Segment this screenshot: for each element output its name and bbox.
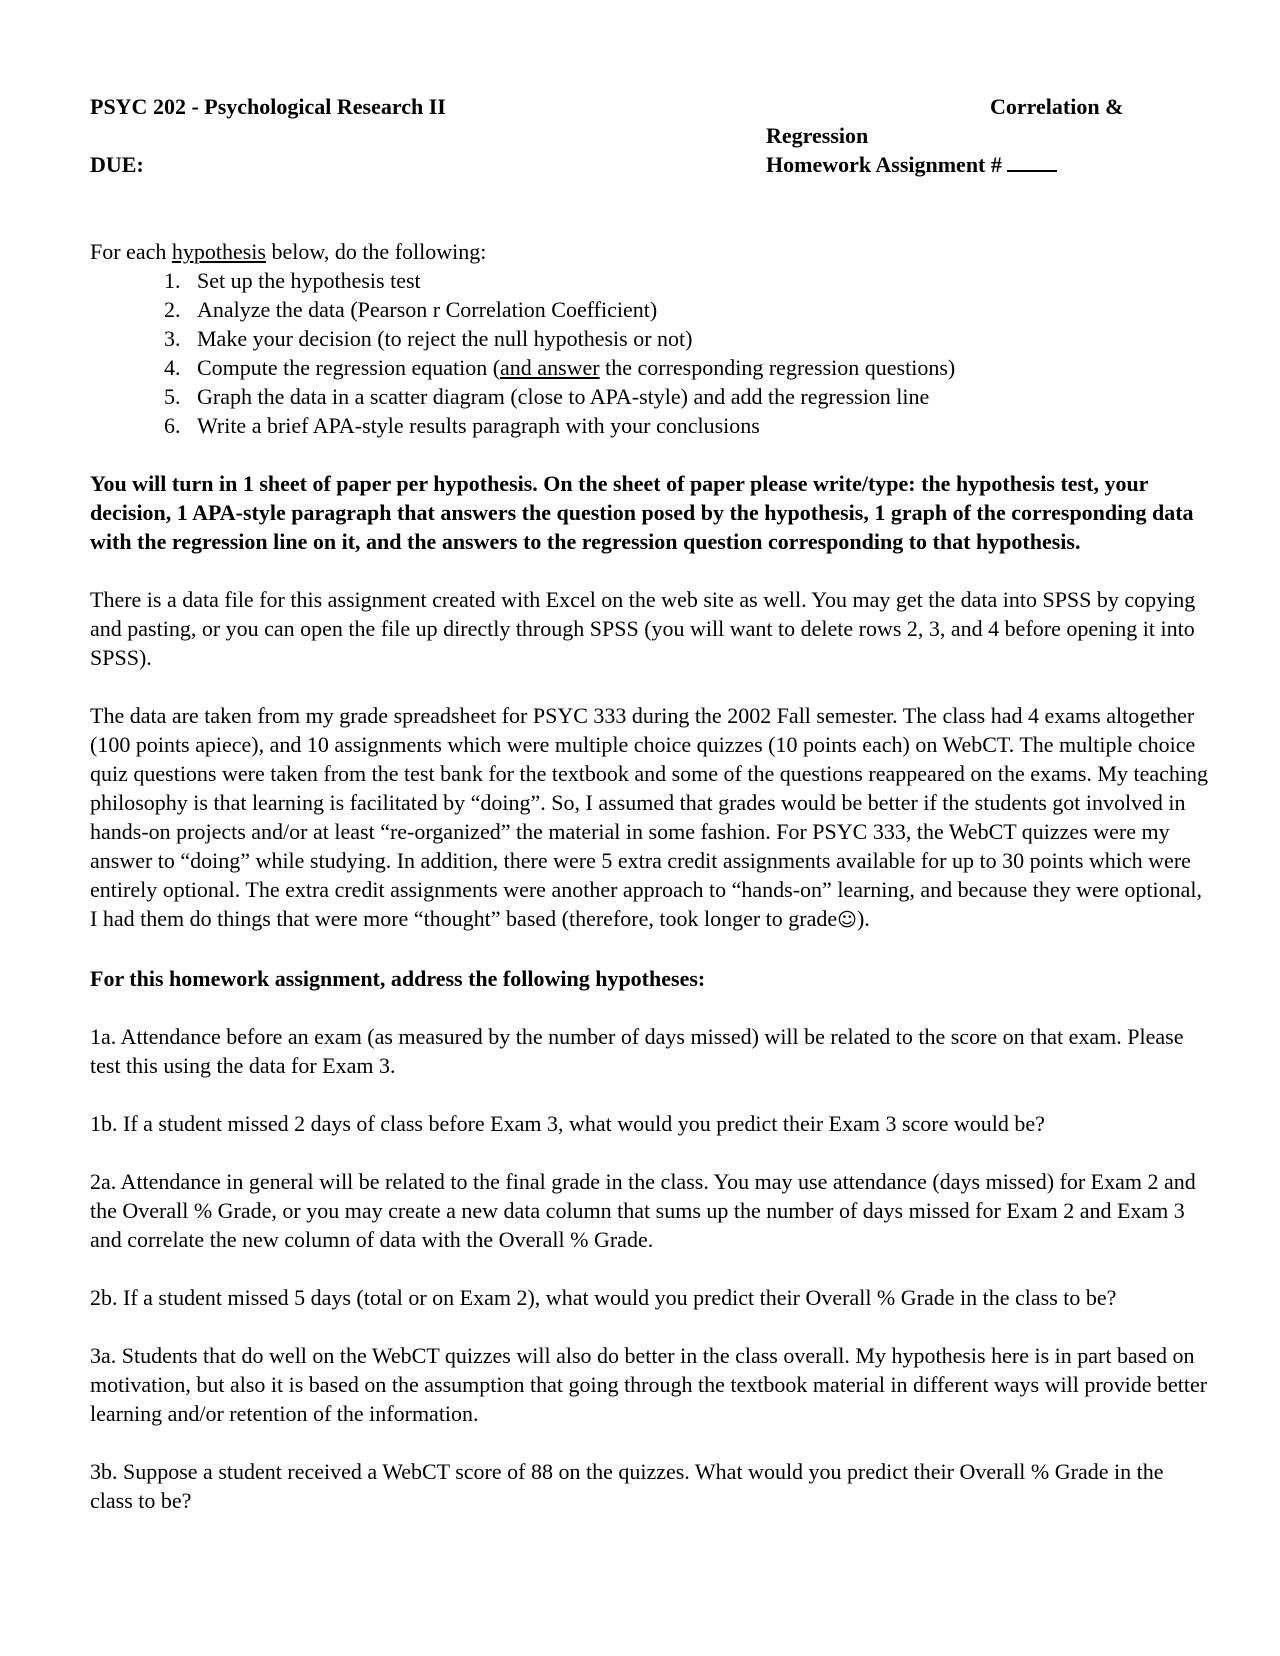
background-text-end: ).: [856, 906, 870, 931]
topic-title: Correlation &: [990, 94, 1124, 119]
smiley-icon: ☺: [837, 909, 857, 931]
document-header: [90, 92, 1210, 208]
step-text: Analyze the data (Pearson r Correlation Coefficient): [197, 297, 658, 322]
step-text: Write a brief APA-style results paragraph with your conclusions: [197, 413, 760, 438]
step-number: 6.: [164, 413, 181, 438]
hypothesis-3a: 3a. Students that do well on the WebCT quizzes will also do better in the class overall. My hypothesis here is in part based on motivation, but also it is based on the assumption that going through the textbook material in different ways will provide better learning and/or retention of the information.: [90, 1343, 1208, 1426]
step-number: 5.: [164, 384, 181, 409]
hypothesis-3b: 3b. Suppose a student received a WebCT score of 88 on the quizzes. What would you predict their Overall % Grade in the class to be?: [90, 1459, 1164, 1513]
hypothesis-1b: 1b. If a student missed 2 days of class before Exam 3, what would you predict their Exam 3 score would be?: [90, 1111, 1045, 1136]
hypothesis-2a: 2a. Attendance in general will be related to the final grade in the class. You may use attendance (days missed) for Exam 2 and the Overall % Grade, or you may create a new data column that sums up the number of days missed for Exam 2 and Exam 3 and correlate the new column of data with the Overall % Grade.: [90, 1169, 1196, 1252]
data-file-paragraph: There is a data file for this assignment created with Excel on the web site as well. You may get the data into SPSS by copying and pasting, or you can open the file up directly through SPSS (you will want to delete rows 2, 3, and 4 before opening it into SPSS).: [90, 587, 1196, 670]
document-page: [90, 92, 1210, 1515]
steps-list: [90, 266, 1210, 440]
step-number: 3.: [164, 326, 181, 351]
instructions-intro: [90, 237, 1210, 266]
step-number: 1.: [164, 268, 181, 293]
background-text: The data are taken from my grade spreadsheet for PSYC 333 during the 2002 Fall semester. The class had 4 exams altogether (100 points apiece), and 10 assignments which were multiple choice quizzes (10 points each) on WebCT. The multiple choice quiz questions were taken from the test bank for the textbook and some of the questions reappeared on the exams. My teaching philosophy is that learning is facilitated by “doing”. So, I assumed that grades would be better if the students got involved in hands-on projects and/or at least “re-organized” the material in some fashion. For PSYC 333, the WebCT quizzes were my answer to “doing” while studying. In addition, there were 5 extra credit assignments available for up to 30 points which were entirely optional. The extra credit assignments were another approach to “hands-on” learning, and because they were optional, I had them do things that were more “thought” based (therefore, took longer to grade: [90, 703, 1209, 931]
intro-prefix: For each: [90, 239, 172, 264]
due-label: DUE:: [90, 152, 144, 177]
background-paragraph: [90, 701, 1210, 935]
step-underlined-text: and answer: [500, 355, 600, 380]
step-number: 4.: [164, 355, 181, 380]
homework-number: [766, 150, 1057, 179]
homework-number-blank: [1007, 150, 1057, 172]
hypothesis-2b: 2b. If a student missed 5 days (total or on Exam 2), what would you predict their Overall % Grade in the class to be?: [90, 1285, 1117, 1310]
step-item: [90, 295, 1210, 324]
step-text: Graph the data in a scatter diagram (close to APA-style) and add the regression line: [197, 384, 930, 409]
homework-label: Homework Assignment #: [766, 152, 1002, 177]
step-item: [90, 411, 1210, 440]
step-text: Set up the hypothesis test: [197, 268, 421, 293]
topic-title-continued: Regression: [766, 123, 869, 148]
step-text: Compute the regression equation (: [197, 355, 501, 380]
step-item: [90, 353, 1210, 382]
step-text: Make your decision (to reject the null hypothesis or not): [197, 326, 693, 351]
hypothesis-1a: 1a. Attendance before an exam (as measured by the number of days missed) will be related to the score on that exam. Please test this using the data for Exam 3.: [90, 1024, 1184, 1078]
turn-in-instructions: You will turn in 1 sheet of paper per hypothesis. On the sheet of paper please write/type: the hypothesis test, your decision, 1 APA-style paragraph that answers the question posed by the hypothesis, 1 graph of the corresponding data with the regression line on it, and the answers to the regression question corresponding to that hypothesis.: [90, 471, 1194, 554]
step-item: [90, 324, 1210, 353]
step-number: 2.: [164, 297, 181, 322]
step-item: [90, 266, 1210, 295]
step-text-continued: the corresponding regression questions): [599, 355, 956, 380]
course-title: PSYC 202 - Psychological Research II: [90, 94, 446, 119]
intro-suffix: below, do the following:: [265, 239, 487, 264]
hypotheses-heading: For this homework assignment, address the following hypotheses:: [90, 966, 706, 991]
intro-underlined-word: hypothesis: [171, 239, 266, 264]
step-item: [90, 382, 1210, 411]
